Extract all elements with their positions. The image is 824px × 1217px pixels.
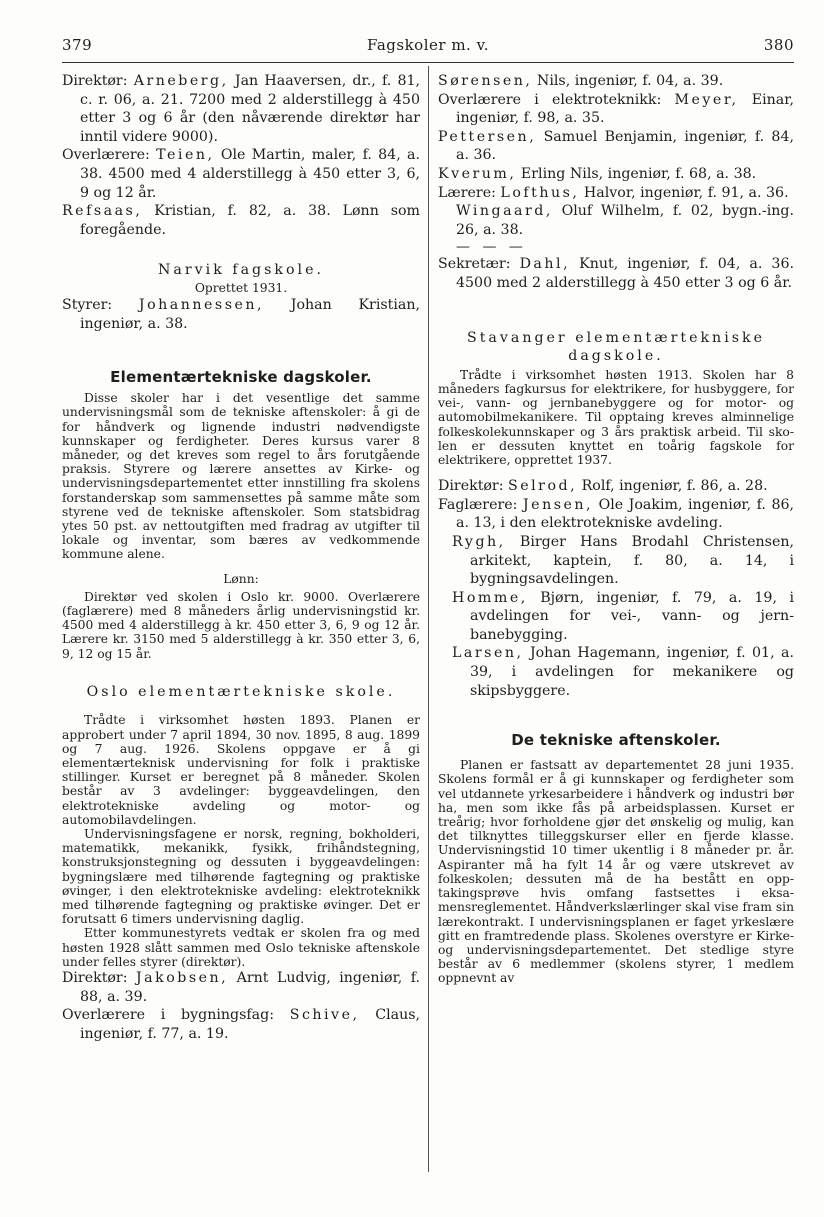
person-name: Wingaard, [456,203,553,220]
right-page-number: 380 [763,36,794,54]
elementary-body: Disse skoler har i det vesentlige det samme undervisningsmål som de tekniske aftenskoler: å gi de for håndverk og lignende industri nødvendigste kunnskaper og ferdigheter. Deres kursus varer 8 måneder, og det kreves som regel to års forutgående praksis. Styrere og lærere ansettes av Kirke- og undervisningsdepartementet etter innstilling fra skolens forstanderskap som sammensettes på samme måte som styrene ved de tekniske aftenskoler. Som statsbidrag ytes 50 pst. av nettoutgiften med fradrag av utgifter til lokale og inventar, som bæres av vedkommende kommune alene. [62,391,420,562]
entry-arneberg: Direktør: Arneberg, Jan Haaversen, dr., f. 81, c. r. 06, a. 21. 7200 med 2 alderstillegg à 450 etter 3 og 6 år (den nåværende direktør har inntil videre 9000). [62,73,421,145]
right-column [438,66,794,986]
person-name: Johannessen, [138,296,265,313]
person-name: Schive, [289,1007,360,1024]
lonn-heading: Lønn: [223,571,259,586]
entry-dahl: Sekretær: Dahl, Knut, ingeniør, f. 04, a. 36. 4500 med 2 alderstillegg à 450 etter 3 og 6 år. [438,256,794,291]
stavanger-faglaerer-homme: Homme, Bjørn, ingeniør, f. 79, a. 19, i avdelingen for vei-, vann- og jernbanebygging. [452,589,794,643]
oslo-overlaerere: Overlærere i bygningsfag: Schive, Claus, ingeniør, f. 77, a. 19. [62,1007,420,1042]
narvik-title: Narvik fagskole. [158,262,324,279]
section-heading-elementary: Elementærtekniske dagskoler. [110,368,372,387]
lonn-text: Direktør ved skolen i Oslo kr. 9000. Overlærere (faglærere) med 8 måneders årlig undervisningstid kr. 4500 med 4 alderstillegg à kr. 450 etter 3, 6, 9 og 12 år. Lærere kr. 3150 med 5 alderstillegg à kr. 350 etter 3, 6, 9, 12 og 15 år. [62,589,420,661]
entry-meyer: Overlærere i elektroteknikk: Meyer, Einar, ingeniør, f. 98, a. 35. [438,91,794,127]
section-heading-aftenskoler: De tekniske aftenskoler. [511,731,721,750]
oslo-direktor: Direktør: Jakobsen, Arnt Ludvig, ingeniør, f. 88, a. 39. [62,970,421,1005]
oslo-para-3: Etter kommunestyrets vedtak er skolen fra og med høsten 1928 slått sammen med Oslo tekniske aftenskole under felles styrer (direktør). [62,926,420,969]
person-name: Dahl, [519,256,571,273]
oslo-title: Oslo elementærtekniske skole. [86,683,396,700]
running-title: Fagskoler m. v. [366,36,490,54]
aftenskoler-body: Planen er fastsatt av departementet 28 juni 1935. Skolens formål er å gi kunnskaper og ferdigheter som vel utdannete yrkesarbeidere i håndverk og industri bør ha, men som ikke fås på arbeidsplassen. Kurset er treårig; hvor forholdene gjør det ønskelig og mulig, kan det tilknyttes tilleggskurser eller en fjerde klasse. Undervisningstid 10 timer ukentlig i 8 måneder pr. år. Aspiranter må ha fylt 14 år og være utskrevet av folkeskolen; dessuten må de ha bestått en opptakingsprøve hvis omfang fastsettes i eksamensreglementet. Håndverkslærlinger skal vise fram sin lærekontrakt. I undervisningsplanen er faget yrkeslære gitt en framtredende plass. Skolenes overstyre er Kirke- og undervisningsdepartementet. Det stedlige styre består av 6 medlemmer (skolens styrer, 1 medlem oppnevnt av [438,758,794,986]
person-name: Sørensen, [438,73,533,89]
entry-wingaard: Wingaard, Oluf Wilhelm, f. 02, bygn.-ing. 26, a. 38. [456,203,794,238]
person-name: Meyer, [674,91,739,108]
oslo-para-1: Trådte i virksomhet høsten 1893. Planen er approbert under 7 april 1894, 30 nov. 1895, 8 aug. 1899 og 7 aug. 1926. Skolens oppgave er å gi elementærteknisk undervisning for folk i praktiske stillinger. Kurset er beregnet på 8 måneder. Skolen består av 3 avdelinger: byggeavdelingen, den elektrotekniske avdeling og motor- og automobilavdelingen. [62,713,420,827]
entry-teien: Overlærere: Teien, Ole Martin, maler, f. 84, a. 38. 4500 med 4 alderstillegg à 450 etter 3, 6, 9 og 12 år. [62,147,421,201]
stavanger-body: Trådte i virksomhet høsten 1913. Skolen har 8 måneders fagkursus for elektrikere, for husbyggere, for vei-, vann- og jernbanebyggere og for motor- og automobilmekanikere. Til opptaing kreves alminnelige folkeskolekunnskaper og 3 års praktisk arbeid. Til skolen er dessuten knyttet en toårig fagskole for elektrikere, opprettet 1937. [438,367,794,467]
person-name: Kverum, [438,165,517,182]
person-name: Lofthus, [500,184,580,201]
entry-refsaas: Refsaas, Kristian, f. 82, a. 38. Lønn som foregående. [62,203,421,238]
entry-pettersen: Pettersen, Samuel Benjamin, ingeniør, f. 84, a. 36. [438,128,794,164]
stavanger-faglaerer-larsen: Larsen, Johan Hagemann, ingeniør, f. 01, a. 39, i avdelingen for mekanikere og skipsbyggere. [452,645,795,699]
person-name: Teien, [156,147,215,164]
stavanger-faglaerer-rygh: Rygh, Birger Hans Brodahl Christensen, arkitekt, kaptein, f. 80, a. 14, i bygningsavdelingen. [452,533,794,588]
stavanger-direktor: Direktør: Selrod, Rolf, ingeniør, f. 86, a. 28. [438,478,768,495]
left-page-number: 379 [62,36,93,54]
narvik-styrer: Styrer: Johannessen, Johan Kristian, ingeniør, a. 38. [62,296,420,332]
person-name: Jakobsen, [135,970,229,987]
oslo-para-2: Undervisningsfagene er norsk, regning, bokholderi, matematikk, mekanikk, fysikk, frihåndstegning, konstruksjonstegning og dessuten i byggeavdelingen: bygningslære med tilhørende fagtegning og praktiske øvinger, i den elektrotekniske avdeling: elektroteknikk med tilhørende fagtegning og praktiske øvinger. Det er forutsatt 6 timers undervisning daglig. [62,827,420,927]
stavanger-faglaerer-jensen: Faglærere: Jensen, Ole Joakim, ingeniør, f. 86, a. 13, i den elektrotekniske avdeling. [438,496,795,532]
narvik-subtitle: Oprettet 1931. [194,280,288,295]
entry-kverum: Kverum, Erling Nils, ingeniør, f. 68, a. 38. [438,165,757,182]
entry-sorensen: Sørensen, Nils, ingeniør, f. 04, a. 39. [438,73,724,89]
person-name: Jensen, [522,496,594,513]
page-header [62,36,794,60]
stavanger-title: Stavanger elementærtekniske dagskole. [466,329,766,365]
header-rule [62,62,794,63]
person-name: Homme, [452,589,528,606]
person-name: Refsaas, [62,203,143,220]
person-name: Selrod, [508,478,578,495]
column-divider [428,66,429,1172]
person-name: Larsen, [452,645,524,662]
person-name: Rygh, [452,533,506,550]
person-name: Pettersen, [438,128,537,145]
separator-dashes: — — — [456,239,527,256]
person-name: Arneberg, [133,73,229,89]
left-column [62,66,420,1043]
entry-lofthus: Lærere: Lofthus, Halvor, ingeniør, f. 91, a. 36. [438,184,789,201]
